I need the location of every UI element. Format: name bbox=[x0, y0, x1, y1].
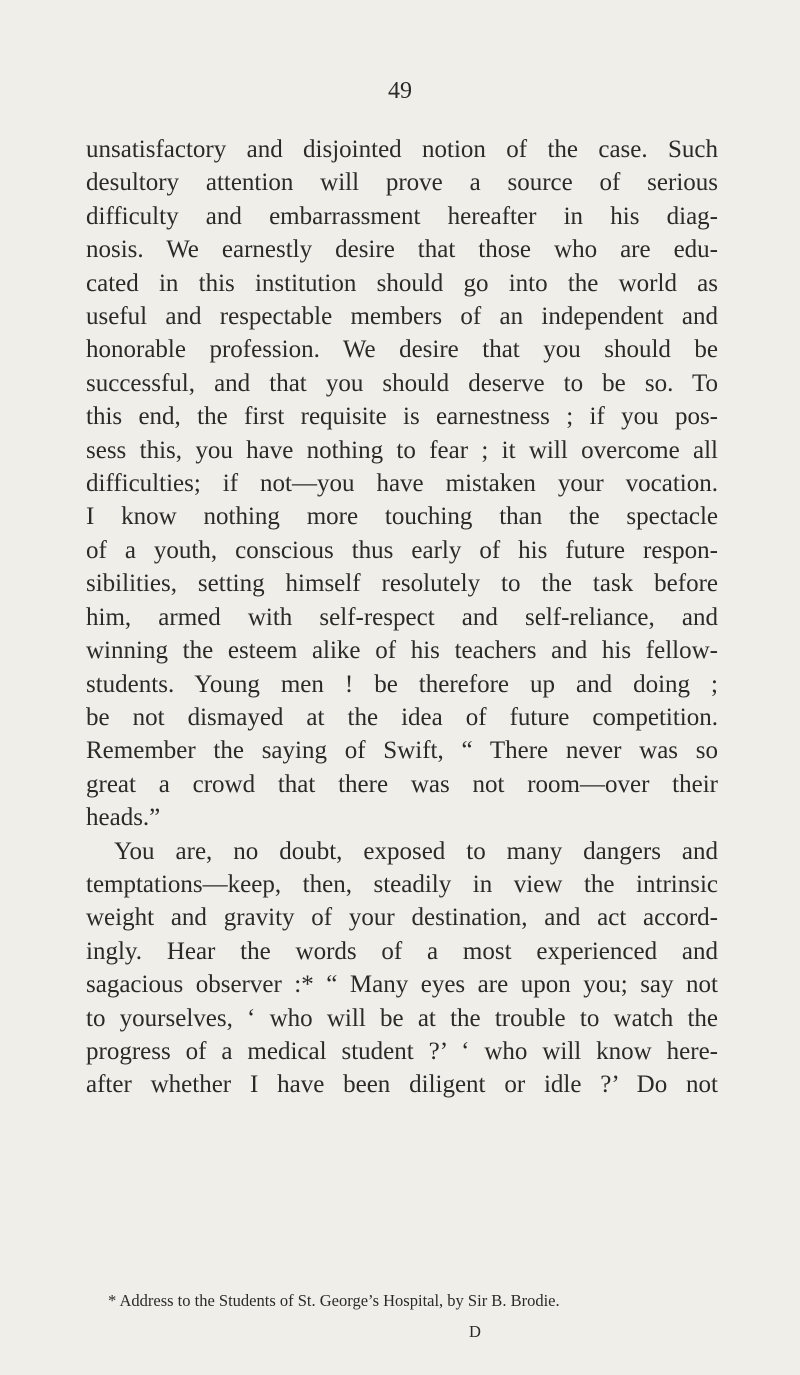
text-line: students. Young men ! be therefore up and doing ; bbox=[86, 670, 718, 698]
text-line: sess this, you have nothing to fear ; it will overcome all bbox=[86, 436, 718, 464]
text-line: him, armed with self-respect and self-reliance, and bbox=[86, 603, 718, 631]
text-line: of a youth, conscious thus early of his future respon- bbox=[86, 536, 718, 564]
text-line: after whether I have been diligent or idle ?’ Do not bbox=[86, 1071, 718, 1099]
signature-mark: D bbox=[469, 1322, 481, 1341]
text-line: progress of a medical student ?’ ‘ who will know here- bbox=[86, 1037, 718, 1065]
text-line: sagacious observer :* “ Many eyes are upon you; say not bbox=[86, 971, 718, 999]
text-line: ingly. Hear the words of a most experienced and bbox=[86, 937, 718, 965]
text-line: difficulties; if not—you have mistaken your vocation. bbox=[86, 470, 718, 498]
text-line: honorable profession. We desire that you should be bbox=[86, 336, 718, 364]
footnote: * Address to the Students of St. George’s Hospital, by Sir B. Brodie. bbox=[108, 1291, 560, 1310]
text-line: Remember the saying of Swift, “ There never was so bbox=[86, 737, 718, 765]
page-number: 49 bbox=[388, 78, 412, 104]
text-line: nosis. We earnestly desire that those who are edu- bbox=[86, 236, 718, 264]
text-line: unsatisfactory and disjointed notion of the case. Such bbox=[86, 136, 718, 163]
text-line: this end, the first requisite is earnestness ; if you pos- bbox=[86, 403, 718, 431]
text-line: heads.” bbox=[86, 804, 161, 832]
text-line: to yourselves, ‘ who will be at the trouble to watch the bbox=[86, 1004, 718, 1032]
text-line: I know nothing more touching than the spectacle bbox=[86, 503, 718, 531]
text-line: weight and gravity of your destination, and act accord- bbox=[86, 904, 718, 932]
text-line: desultory attention will prove a source of serious bbox=[86, 169, 718, 197]
text-line: temptations—keep, then, steadily in view the intrinsic bbox=[86, 870, 718, 898]
text-line: difficulty and embarrassment hereafter in his diag- bbox=[86, 202, 718, 230]
text-line: cated in this institution should go into the world as bbox=[86, 269, 718, 297]
text-line: be not dismayed at the idea of future competition. bbox=[86, 703, 718, 731]
text-line: You are, no doubt, exposed to many dangers and bbox=[114, 837, 718, 865]
body-text bbox=[86, 133, 718, 1102]
text-line: winning the esteem alike of his teachers and his fellow- bbox=[86, 637, 718, 665]
text-line: successful, and that you should deserve to be so. To bbox=[86, 369, 718, 397]
text-line: great a crowd that there was not room—over their bbox=[86, 770, 718, 798]
text-line: useful and respectable members of an independent and bbox=[86, 303, 718, 331]
text-line: sibilities, setting himself resolutely to the task before bbox=[86, 570, 718, 598]
